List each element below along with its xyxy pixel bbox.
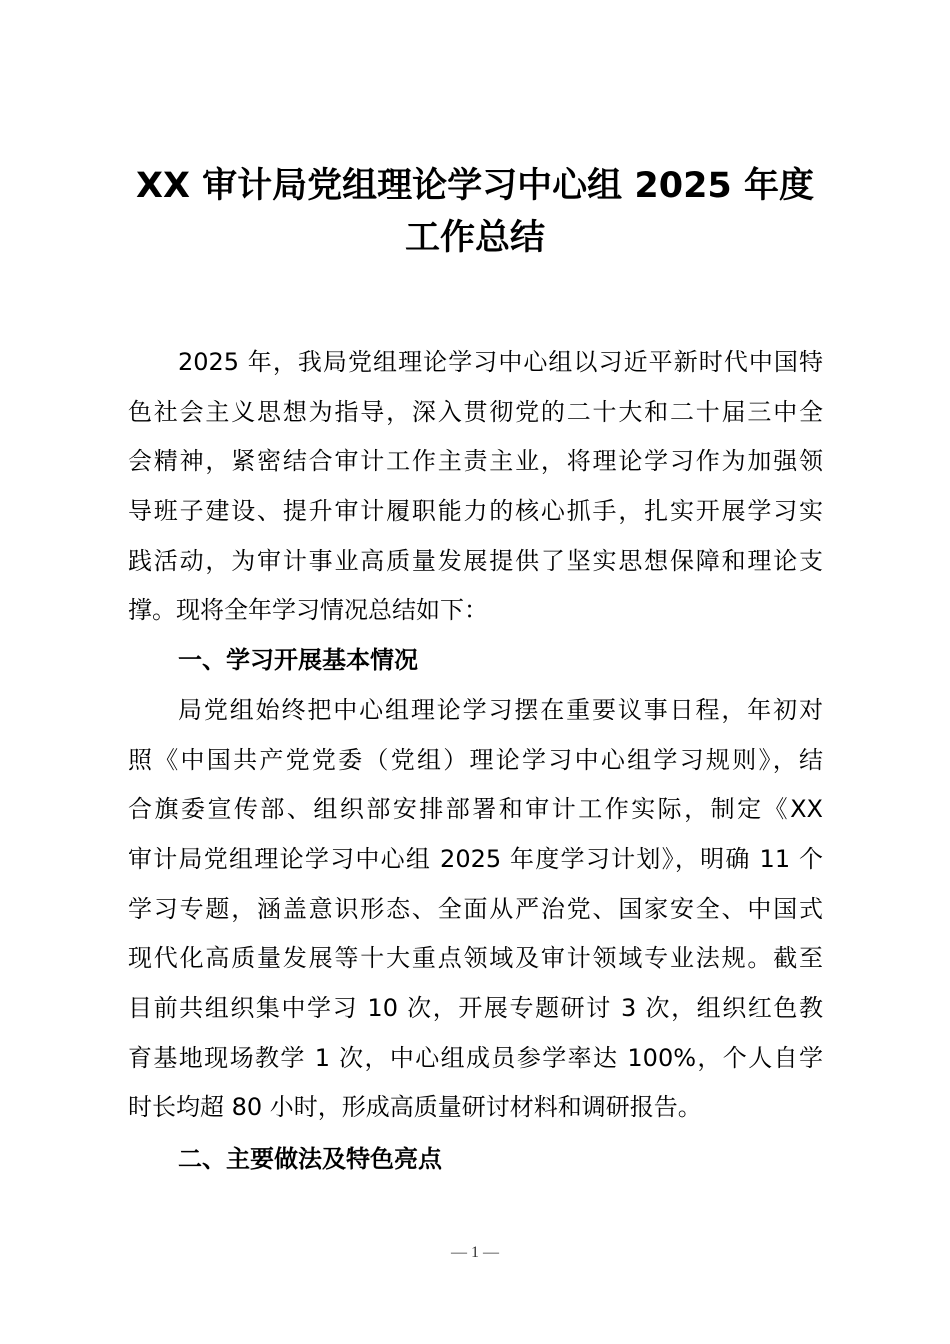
text-line: 导班子建设、提升审计履职能力的核心抓手，扎实开展学习实: [128, 497, 823, 526]
text-line: 撑。现将全年学习情况总结如下：: [128, 596, 488, 625]
text-line: 目前共组织集中学习 10 次，开展专题研讨 3 次，组织红色教: [128, 993, 823, 1022]
text-line: 现代化高质量发展等十大重点领域及审计领域专业法规。截至: [128, 944, 823, 973]
text-line: 色社会主义思想为指导，深入贯彻党的二十大和二十届三中全: [128, 397, 823, 426]
text-line: 局党组始终把中心组理论学习摆在重要议事日程，年初对: [178, 695, 823, 724]
document-title-line-2: 工作总结: [404, 218, 545, 258]
text-line: 时长均超 80 小时，形成高质量研讨材料和调研报告。: [128, 1093, 702, 1122]
text-line: 会精神，紧密结合审计工作主责主业，将理论学习作为加强领: [128, 447, 823, 476]
text-line: 2025 年，我局党组理论学习中心组以习近平新时代中国特: [178, 348, 823, 376]
page-number: — 1 —: [451, 1244, 499, 1261]
paragraph-intro: [128, 338, 823, 636]
section-heading-1: 一、学习开展基本情况: [178, 646, 418, 675]
text-line: 合旗委宣传部、组织部安排部署和审计工作实际，制定《XX: [128, 795, 823, 824]
section-heading-2: 二、主要做法及特色亮点: [178, 1145, 442, 1173]
text-line: 育基地现场教学 1 次，中心组成员参学率达 100%，个人自学: [128, 1043, 823, 1072]
document-body: [128, 338, 823, 1185]
document-title-line-1: XX 审计局党组理论学习中心组 2025 年度: [136, 166, 814, 206]
text-line: 学习专题，涵盖意识形态、全面从严治党、国家安全、中国式: [128, 894, 823, 923]
text-line: 践活动，为审计事业高质量发展提供了坚实思想保障和理论支: [128, 546, 823, 575]
text-line: 审计局党组理论学习中心组 2025 年度学习计划》，明确 11 个: [128, 844, 823, 873]
paragraph-basic-situation: [128, 686, 823, 1133]
text-line: 照《中国共产党党委（党组）理论学习中心组学习规则》，结: [128, 745, 823, 774]
